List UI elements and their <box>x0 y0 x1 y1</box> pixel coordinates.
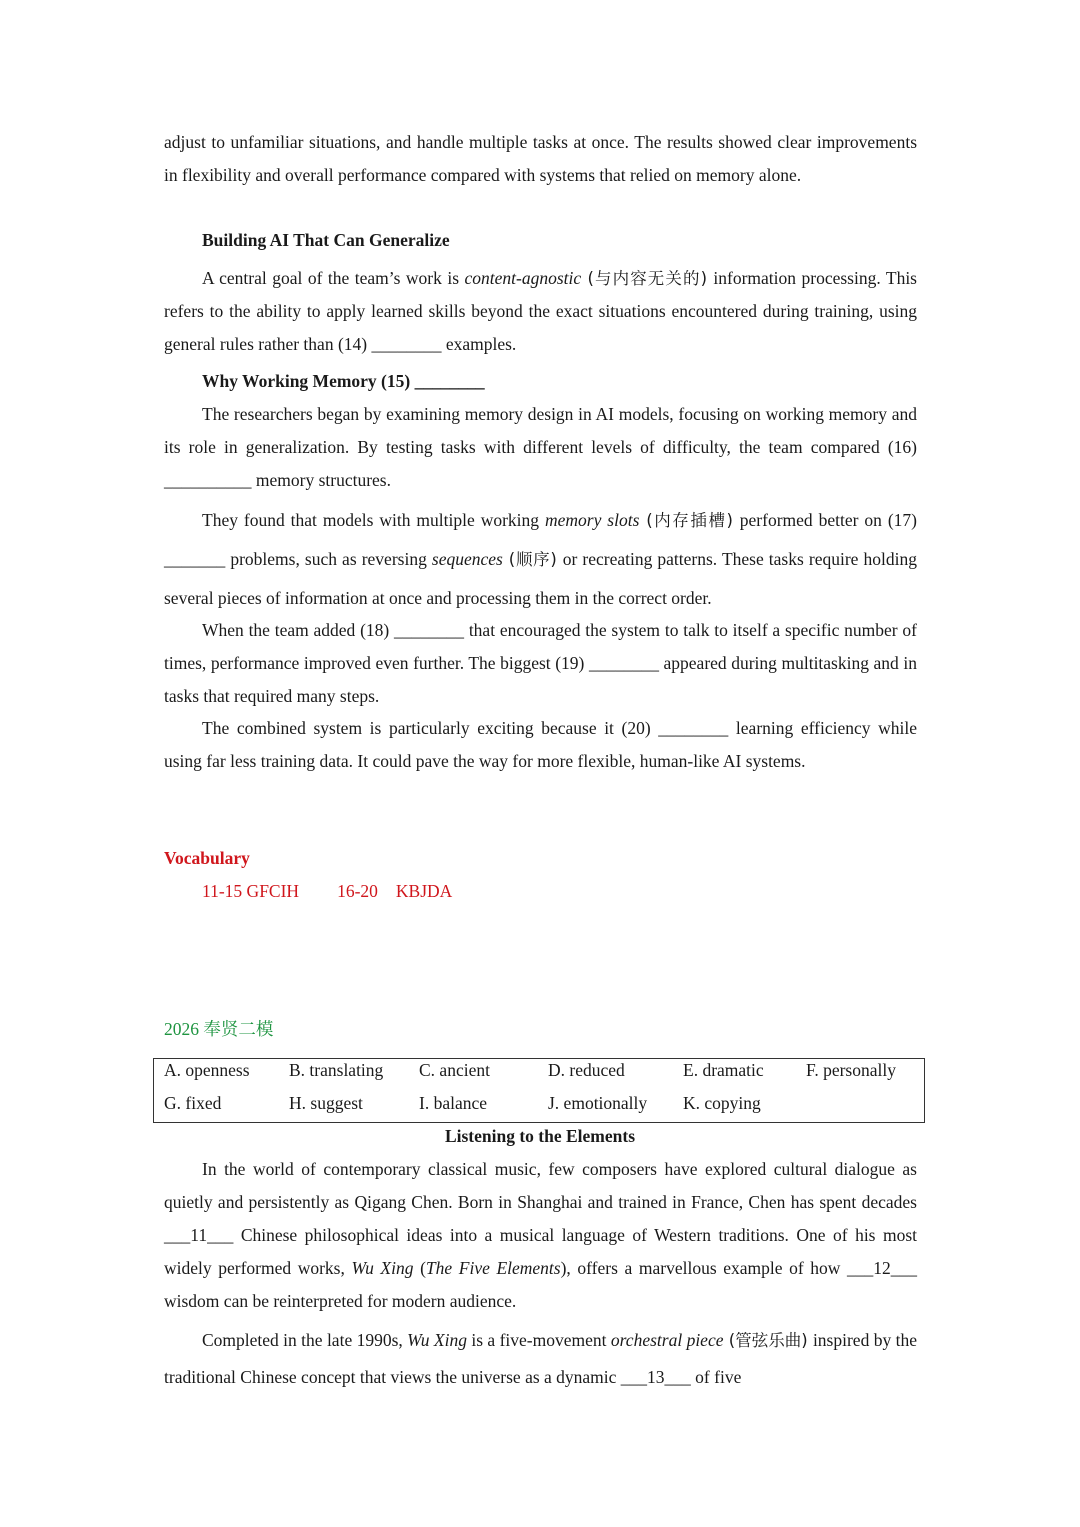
paragraph-5: When the team added (18) ________ that encouraged the system to talk to itself a specific number of times, performance improved even further. The biggest (19) ________ appeared during multitasking and in tasks that required many steps. <box>164 620 917 706</box>
word-option: D. reduced <box>548 1060 625 1080</box>
passage-paragraph-2: Completed in the late 1990s, Wu Xing is a five-movement orchestral piece (管弦乐曲) inspired by the traditional Chinese concept that views the universe as a dynamic ___13___ of five <box>164 1330 917 1387</box>
passage-paragraph-1: In the world of contemporary classical music, few composers have explored cultural dialogue as quietly and persistently as Qigang Chen. Born in Shanghai and trained in France, Chen has spent decades ___11___ Chinese philosophical ideas into a musical language of Western traditions. One of his most widely performed works, Wu Xing (The Five Elements), offers a marvellous example of how ___12___ wisdom can be reinterpreted for modern audience. <box>164 1159 918 1311</box>
paragraph-2: A central goal of the team’s work is content-agnostic (与内容无关的) information processing. This refers to the ability to apply learned skills beyond the exact situations encountered during training, using general rules rather than (14) ________ examples. <box>164 268 917 354</box>
word-option: C. ancient <box>419 1060 490 1080</box>
heading-building-ai: Building AI That Can Generalize <box>202 230 450 250</box>
word-option: E. dramatic <box>683 1060 764 1080</box>
word-option: H. suggest <box>289 1093 363 1113</box>
paragraph-4: They found that models with multiple working memory slots (内存插槽) performed better on (17) _______ problems, such as reversing sequences (顺序) or recreating patterns. These tasks require holding several pieces of information at once and processing them in the correct order. <box>164 510 917 608</box>
word-option: J. emotionally <box>548 1093 648 1113</box>
word-option: A. openness <box>164 1060 250 1080</box>
word-option: G. fixed <box>164 1093 222 1113</box>
vocabulary-answers <box>202 881 452 902</box>
paragraph-1: adjust to unfamiliar situations, and handle multiple tasks at once. The results showed clear improvements in flexibility and overall performance compared with systems that relied on memory alone. <box>164 132 917 185</box>
word-option: I. balance <box>419 1093 488 1113</box>
vocabulary-title: Vocabulary <box>164 848 250 868</box>
answers-11-15: 11-15 GFCIH <box>202 881 300 901</box>
source-label: 2026 奉贤二模 <box>164 1019 274 1039</box>
paragraph-3: The researchers began by examining memory design in AI models, focusing on working memory and its role in generalization. By testing tasks with different levels of difficulty, the team compared (16) __________ memory structures. <box>164 404 917 490</box>
word-option: K. copying <box>683 1093 761 1113</box>
word-option: F. personally <box>806 1060 896 1080</box>
heading-working-memory: Why Working Memory (15) ________ <box>202 371 485 391</box>
word-option: B. translating <box>289 1060 384 1080</box>
answers-16-20: KBJDA <box>395 881 453 901</box>
answers-16-20-label: 16-20 <box>337 881 378 901</box>
paragraph-6: The combined system is particularly exciting because it (20) ________ learning efficiency while using far less training data. It could pave the way for more flexible, human-like AI systems. <box>164 718 917 771</box>
passage-title: Listening to the Elements <box>444 1126 636 1146</box>
word-bank-box <box>153 1058 925 1123</box>
